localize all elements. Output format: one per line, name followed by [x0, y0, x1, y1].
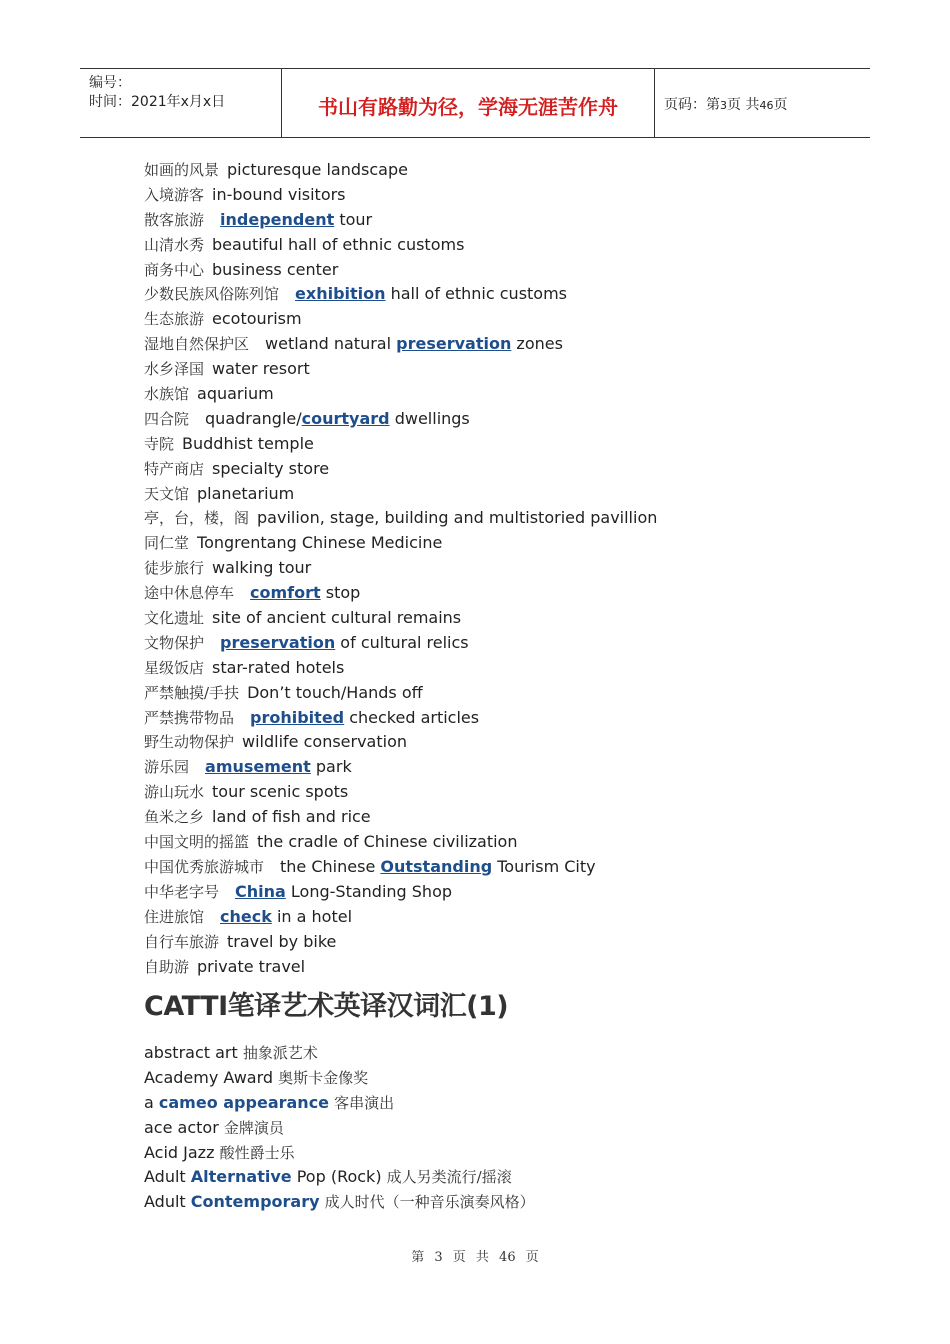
entry-english: site of ancient cultural remains — [212, 608, 462, 628]
entry-english: picturesque landscape — [227, 160, 408, 179]
entry-english-rest: tour — [334, 209, 373, 229]
glossary-entry — [144, 730, 884, 755]
entry-chinese: 自行车旅游 — [144, 932, 220, 951]
header-page-number — [664, 94, 787, 114]
entry-english-rest: Pop (Rock) — [291, 1167, 387, 1187]
entry-chinese: 金牌演员 — [223, 1118, 284, 1137]
glossary-entry — [144, 930, 884, 955]
glossary-entry — [144, 233, 884, 258]
glossary-entry — [144, 755, 884, 780]
entry-keyword-link[interactable]: exhibition — [295, 284, 386, 304]
entry-english-rest: stop — [320, 583, 361, 603]
glossary-entry — [144, 432, 884, 457]
entry-chinese: 四合院 — [144, 409, 190, 428]
entry-keyword: cameo appearance — [158, 1092, 330, 1112]
art-glossary-list — [144, 1041, 884, 1215]
entry-chinese: 山清水秀 — [144, 235, 205, 254]
entry-chinese: 中国优秀旅游城市 — [144, 857, 265, 876]
entry-chinese: 游乐园 — [144, 758, 190, 777]
entry-chinese: 生态旅游 — [144, 310, 205, 329]
art-glossary-entry — [144, 1141, 884, 1166]
entry-english: quadrangle/ — [205, 408, 302, 428]
entry-english: planetarium — [197, 483, 295, 503]
entry-chinese: 商务中心 — [144, 260, 205, 279]
entry-english-rest: dwellings — [389, 408, 470, 428]
entry-english: land of fish and rice — [212, 807, 371, 827]
entry-keyword-link[interactable]: comfort — [250, 583, 321, 603]
entry-chinese: 成人时代（一种音乐演奏风格） — [324, 1193, 535, 1212]
art-glossary-entry — [144, 1066, 884, 1091]
entry-english: Buddhist temple — [182, 433, 314, 453]
glossary-entry — [144, 506, 884, 531]
entry-chinese: 住进旅馆 — [144, 907, 205, 926]
glossary-entry — [144, 282, 884, 307]
entry-english-rest: Long-Standing Shop — [285, 881, 453, 901]
page-suffix: 页 — [773, 97, 788, 113]
page-mid: 页 共 — [727, 97, 760, 113]
entry-english: wetland natural — [265, 334, 397, 354]
entry-chinese: 文化遗址 — [144, 609, 205, 628]
art-glossary-entry — [144, 1116, 884, 1141]
entry-keyword: Alternative — [190, 1167, 292, 1187]
entry-chinese: 水乡泽国 — [144, 360, 205, 379]
art-glossary-entry — [144, 1041, 884, 1066]
entry-keyword-link[interactable]: check — [220, 906, 272, 926]
glossary-entry — [144, 407, 884, 432]
entry-english: aquarium — [197, 384, 274, 404]
glossary-entry — [144, 581, 884, 606]
page-prefix: 页码：第 — [664, 97, 720, 113]
entry-english: a — [144, 1092, 159, 1112]
header-page-cell — [655, 69, 870, 137]
entry-keyword-link[interactable]: prohibited — [250, 707, 345, 727]
entry-english: Adult — [144, 1167, 191, 1187]
glossary-entry — [144, 830, 884, 855]
entry-keyword-link[interactable]: China — [235, 881, 286, 901]
glossary-entry — [144, 382, 884, 407]
entry-chinese: 客串演出 — [334, 1093, 395, 1112]
number-label: 编号： — [89, 75, 131, 91]
glossary-entry — [144, 482, 884, 507]
tourism-glossary-list — [144, 158, 884, 979]
glossary-entry — [144, 357, 884, 382]
entry-chinese: 文物保护 — [144, 633, 205, 652]
glossary-entry — [144, 457, 884, 482]
glossary-entry — [144, 158, 884, 183]
entry-english: Academy Award — [144, 1067, 279, 1087]
glossary-entry — [144, 183, 884, 208]
glossary-entry — [144, 258, 884, 283]
entry-english: Acid Jazz — [144, 1142, 220, 1162]
page-header — [80, 68, 870, 138]
page-total: 46 — [759, 99, 774, 112]
entry-chinese: 野生动物保护 — [144, 733, 235, 752]
entry-chinese: 成人另类流行/摇滚 — [386, 1168, 512, 1187]
entry-chinese: 如画的风景 — [144, 161, 220, 179]
entry-english: walking tour — [212, 558, 312, 578]
glossary-entry — [144, 880, 884, 905]
entry-english-rest: checked articles — [344, 707, 480, 727]
entry-chinese: 鱼米之乡 — [144, 808, 205, 827]
entry-chinese: 星级饭店 — [144, 658, 205, 677]
entry-chinese: 徒步旅行 — [144, 559, 205, 578]
entry-chinese: 天文馆 — [144, 484, 190, 503]
entry-english-rest: of cultural relics — [335, 632, 469, 652]
entry-english: private travel — [197, 956, 306, 976]
entry-english: Don’t touch/Hands off — [247, 682, 423, 702]
entry-keyword-link[interactable]: independent — [220, 209, 335, 229]
entry-english: the cradle of Chinese civilization — [257, 832, 518, 852]
entry-chinese: 湿地自然保护区 — [144, 335, 250, 354]
glossary-entry — [144, 332, 884, 357]
entry-english: wildlife conservation — [242, 732, 408, 752]
entry-english-rest: park — [310, 757, 352, 777]
entry-english: travel by bike — [227, 931, 337, 951]
entry-keyword-link[interactable]: Outstanding — [380, 856, 493, 876]
glossary-entry — [144, 805, 884, 830]
glossary-entry — [144, 706, 884, 731]
glossary-entry — [144, 307, 884, 332]
entry-chinese: 散客旅游 — [144, 210, 205, 229]
glossary-entry — [144, 955, 884, 980]
entry-keyword-link[interactable]: preservation — [396, 334, 512, 354]
art-glossary-entry — [144, 1165, 884, 1190]
glossary-entry — [144, 208, 884, 233]
entry-english: the Chinese — [280, 856, 381, 876]
glossary-entry — [144, 531, 884, 556]
entry-english-rest: Tourism City — [492, 856, 596, 876]
entry-english-rest: in a hotel — [271, 906, 353, 926]
entry-chinese: 途中休息停车 — [144, 584, 235, 603]
entry-chinese: 酸性爵士乐 — [219, 1143, 295, 1162]
entry-chinese: 严禁携带物品 — [144, 708, 235, 727]
entry-chinese: 游山玩水 — [144, 783, 205, 802]
glossary-entry — [144, 656, 884, 681]
glossary-entry — [144, 606, 884, 631]
entry-chinese: 奥斯卡金像奖 — [278, 1068, 369, 1087]
entry-english: abstract art — [144, 1043, 243, 1062]
entry-chinese: 特产商店 — [144, 459, 205, 478]
entry-english: ace actor — [144, 1117, 224, 1137]
entry-english: star-rated hotels — [212, 657, 345, 677]
header-info-cell — [80, 69, 282, 137]
time-label: 时间：2021年x月x日 — [89, 94, 226, 110]
entry-english: Adult — [144, 1192, 191, 1212]
entry-english-rest: hall of ethnic customs — [385, 284, 568, 304]
page-footer: 第 3 页 共 46 页 — [411, 1250, 539, 1265]
glossary-entry — [144, 556, 884, 581]
entry-english: business center — [212, 259, 339, 279]
entry-chinese: 同仁堂 — [144, 534, 190, 553]
entry-chinese: 寺院 — [144, 434, 175, 453]
page-current: 3 — [720, 99, 727, 112]
entry-english: tour scenic spots — [212, 782, 349, 802]
entry-chinese: 抽象派艺术 — [242, 1044, 318, 1062]
entry-chinese: 中国文明的摇篮 — [144, 833, 250, 852]
glossary-entry — [144, 855, 884, 880]
glossary-entry — [144, 780, 884, 805]
entry-chinese: 自助游 — [144, 957, 190, 976]
entry-chinese: 亭，台，楼，阁 — [144, 509, 250, 528]
entry-keyword-link[interactable]: preservation — [220, 632, 336, 652]
entry-english: ecotourism — [212, 309, 302, 329]
glossary-entry — [144, 905, 884, 930]
entry-english: Tongrentang Chinese Medicine — [197, 533, 443, 553]
entry-chinese: 水族馆 — [144, 385, 190, 404]
art-glossary-entry — [144, 1091, 884, 1116]
entry-chinese: 入境游客 — [144, 185, 205, 204]
entry-english-rest: zones — [511, 334, 563, 354]
entry-chinese: 中华老字号 — [144, 882, 220, 901]
art-glossary-entry — [144, 1190, 884, 1215]
glossary-entry — [144, 631, 884, 656]
entry-english: specialty store — [212, 458, 330, 478]
entry-keyword: Contemporary — [190, 1192, 320, 1212]
section-heading: CATTI笔译艺术英译汉词汇(1) — [144, 991, 509, 1022]
entry-keyword-link[interactable]: courtyard — [301, 408, 390, 428]
entry-english: water resort — [212, 359, 310, 379]
entry-keyword-link[interactable]: amusement — [205, 757, 311, 777]
entry-english: pavilion, stage, building and multistoried pavillion — [257, 508, 658, 528]
glossary-entry — [144, 681, 884, 706]
entry-english: beautiful hall of ethnic customs — [212, 234, 465, 254]
header-motto-cell — [282, 69, 655, 137]
entry-chinese: 少数民族风俗陈列馆 — [144, 285, 280, 304]
entry-chinese: 严禁触摸/手扶 — [144, 683, 240, 702]
entry-english: in-bound visitors — [212, 184, 346, 204]
header-motto: 书山有路勤为径，学海无涯苦作舟 — [318, 95, 618, 119]
